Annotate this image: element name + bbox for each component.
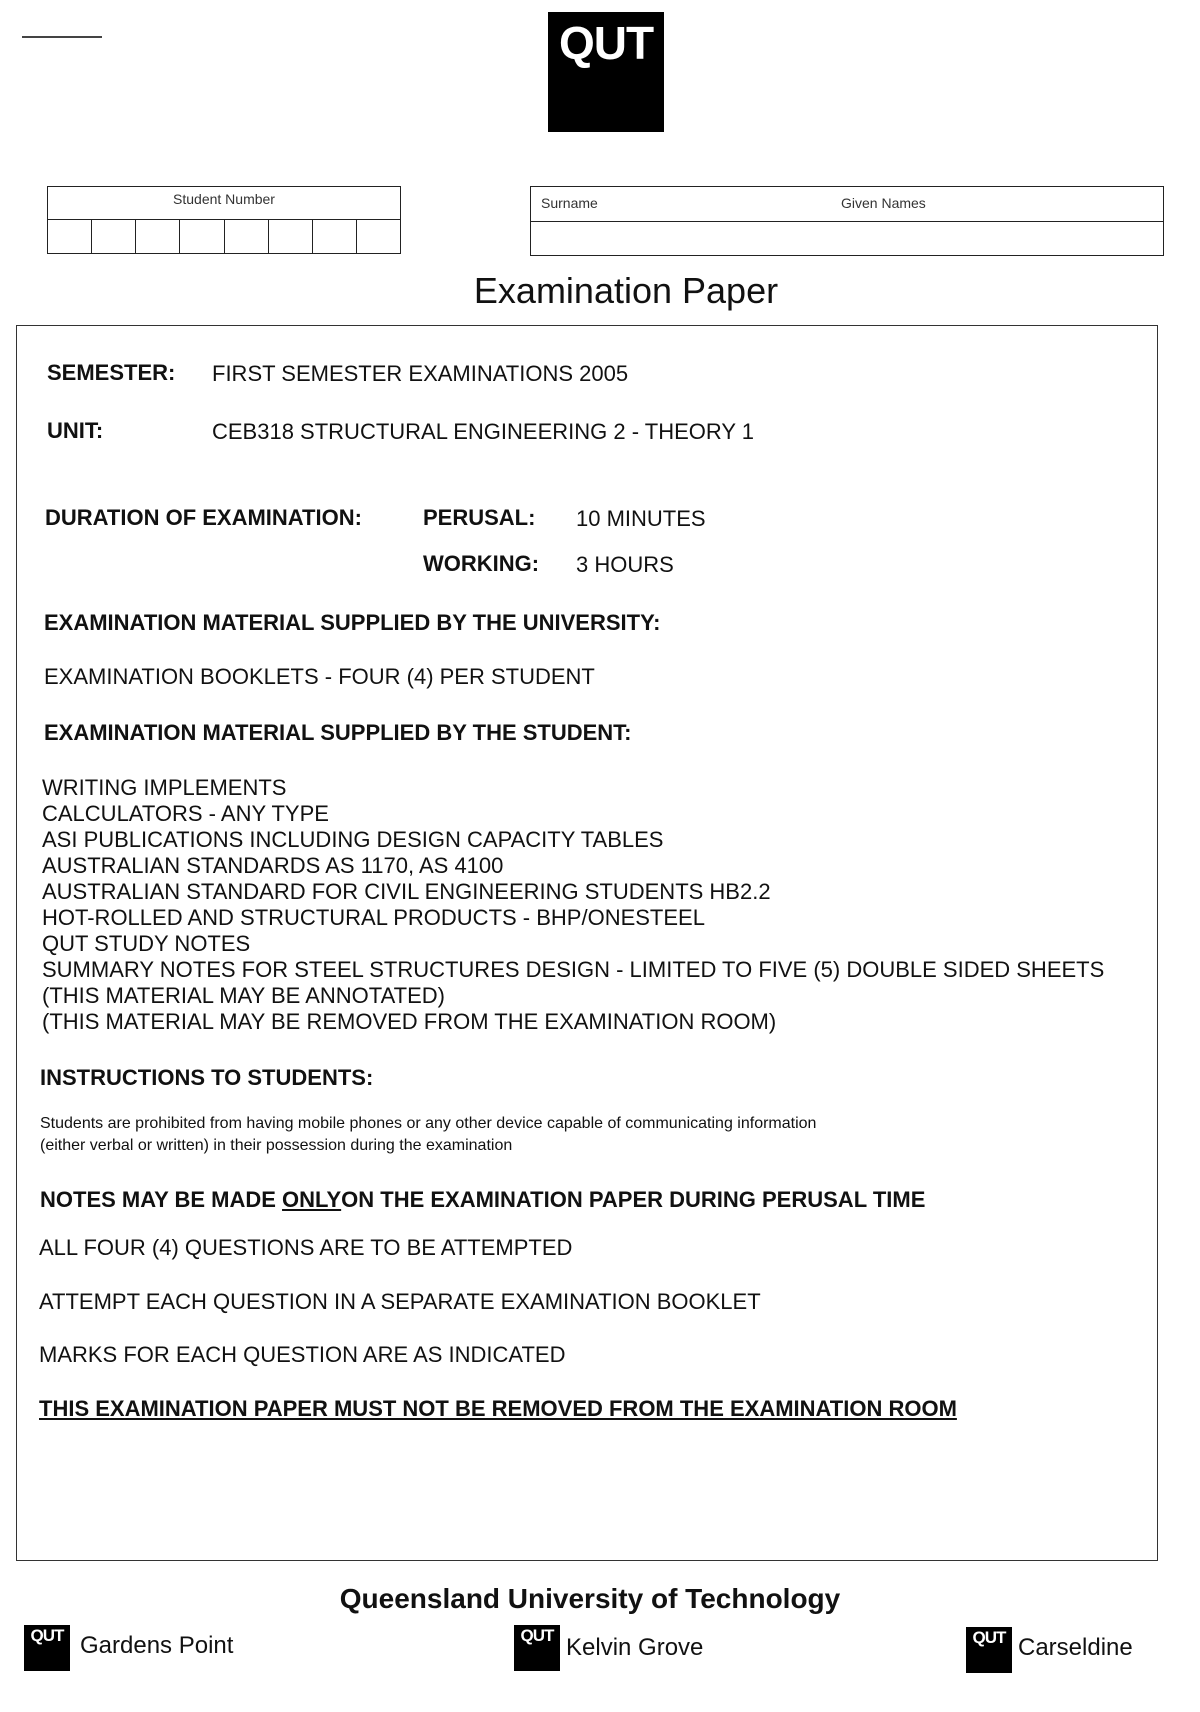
name-divider — [531, 221, 1163, 222]
campus-gardens-point: Gardens Point — [80, 1632, 234, 1659]
qut-logo-small — [966, 1627, 1012, 1673]
mobile-phone-rule: Students are prohibited from having mobile phones or any other device capable of communicating information — [40, 1115, 817, 1132]
student-number-cell — [48, 220, 91, 253]
name-box — [530, 186, 1164, 256]
student-number-cells — [48, 219, 400, 253]
qut-logo-text: QUT — [520, 1626, 554, 1645]
student-number-label: Student Number — [173, 191, 275, 207]
university-name: Queensland University of Technology — [339, 1583, 841, 1614]
student-number-cell — [135, 220, 179, 253]
instructions-heading: INSTRUCTIONS TO STUDENTS: — [40, 1065, 374, 1090]
notes-rule — [40, 1187, 925, 1213]
semester-label: SEMESTER: — [47, 360, 176, 385]
student-material-item: ASI PUBLICATIONS INCLUDING DESIGN CAPACITY TABLES — [42, 827, 664, 852]
perusal-value: 10 MINUTES — [576, 506, 706, 531]
university-material-item: EXAMINATION BOOKLETS - FOUR (4) PER STUDENT — [44, 664, 595, 689]
marks-rule: MARKS FOR EACH QUESTION ARE AS INDICATED — [39, 1342, 566, 1367]
student-material-item: (THIS MATERIAL MAY BE REMOVED FROM THE EXAMINATION ROOM) — [42, 1009, 777, 1034]
student-material-item: QUT STUDY NOTES — [42, 931, 251, 956]
surname-label: Surname — [541, 195, 598, 211]
student-number-cell — [179, 220, 223, 253]
perusal-label: PERUSAL: — [423, 505, 536, 530]
student-material-item: HOT-ROLLED AND STRUCTURAL PRODUCTS - BHP/ONESTEEL — [42, 905, 705, 930]
student-material-item: WRITING IMPLEMENTS — [42, 775, 287, 800]
student-material-item: AUSTRALIAN STANDARDS AS 1170, AS 4100 — [42, 853, 504, 878]
attempt-all-rule: ALL FOUR (4) QUESTIONS ARE TO BE ATTEMPTED — [39, 1235, 573, 1260]
campus-kelvin-grove: Kelvin Grove — [566, 1634, 704, 1661]
qut-logo-small — [514, 1625, 560, 1671]
mobile-phone-rule-cont: (either verbal or written) in their possession during the examination — [40, 1137, 513, 1154]
student-material-heading: EXAMINATION MATERIAL SUPPLIED BY THE STUDENT: — [44, 720, 632, 745]
campus-carseldine: Carseldine — [1018, 1634, 1133, 1661]
student-material-item: AUSTRALIAN STANDARD FOR CIVIL ENGINEERING STUDENTS HB2.2 — [42, 879, 771, 904]
student-number-box — [47, 186, 401, 254]
notes-rule-after: ON THE EXAMINATION PAPER DURING PERUSAL TIME — [341, 1187, 926, 1212]
duration-label: DURATION OF EXAMINATION: — [45, 505, 362, 530]
university-material-heading: EXAMINATION MATERIAL SUPPLIED BY THE UNIVERSITY: — [44, 610, 661, 635]
separate-booklet-rule: ATTEMPT EACH QUESTION IN A SEPARATE EXAMINATION BOOKLET — [39, 1289, 761, 1314]
qut-logo-text: QUT — [30, 1626, 64, 1645]
scan-mark — [22, 36, 102, 38]
paper-not-removed-rule: THIS EXAMINATION PAPER MUST NOT BE REMOVED FROM THE EXAMINATION ROOM — [39, 1396, 957, 1421]
student-number-cell — [224, 220, 268, 253]
student-material-item: SUMMARY NOTES FOR STEEL STRUCTURES DESIGN - LIMITED TO FIVE (5) DOUBLE SIDED SHEETS — [42, 957, 1105, 982]
qut-logo-small — [24, 1625, 70, 1671]
student-number-cell — [268, 220, 312, 253]
student-number-cell — [91, 220, 135, 253]
page-title: Examination Paper — [473, 270, 779, 311]
student-number-cell — [356, 220, 400, 253]
qut-logo — [548, 12, 664, 132]
given-names-label: Given Names — [841, 195, 926, 211]
student-material-item: CALCULATORS - ANY TYPE — [42, 801, 329, 826]
qut-logo-text: QUT — [558, 17, 654, 69]
semester-value: FIRST SEMESTER EXAMINATIONS 2005 — [212, 361, 629, 386]
working-label: WORKING: — [423, 551, 540, 576]
notes-rule-emphasis: ONLY — [282, 1187, 342, 1212]
notes-rule-before: NOTES MAY BE MADE — [40, 1187, 283, 1212]
unit-label: UNIT: — [47, 418, 104, 443]
student-material-item: (THIS MATERIAL MAY BE ANNOTATED) — [42, 983, 445, 1008]
student-number-cell — [312, 220, 356, 253]
qut-logo-text: QUT — [972, 1628, 1006, 1647]
unit-value: CEB318 STRUCTURAL ENGINEERING 2 - THEORY 1 — [212, 419, 754, 444]
working-value: 3 HOURS — [576, 552, 674, 577]
